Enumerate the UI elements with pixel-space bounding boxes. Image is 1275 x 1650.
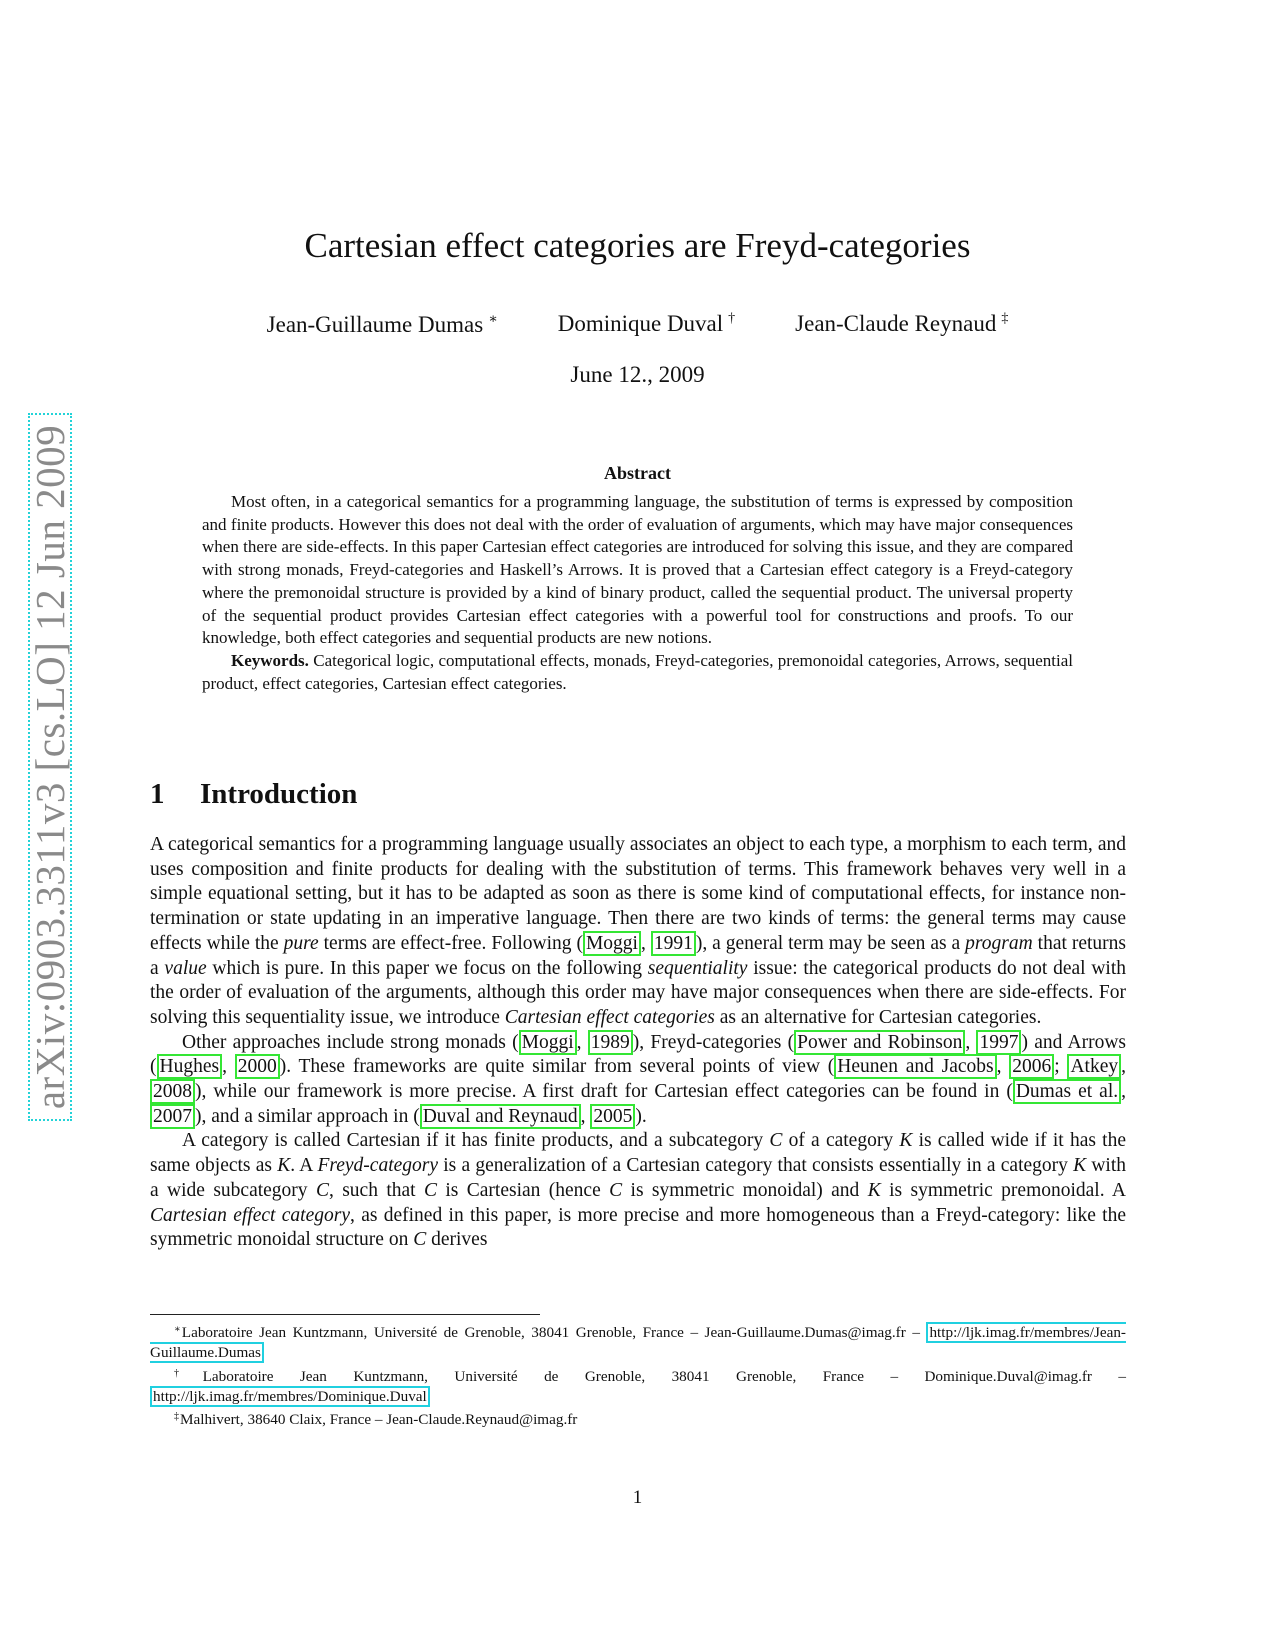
keywords-text: Categorical logic, computational effects, monads, Freyd-categories, premonoidal categories, Arrows, sequential product, effect categories, Cartesian effect categories. [202,650,1074,693]
page-number: 1 [632,1487,643,1508]
author-footnote-mark[interactable]: ∗ [488,312,498,327]
arxiv-stamp-text: arXiv:0903.3311v3 [cs.LO] 12 Jun 2009 [27,424,74,1110]
keywords [202,650,1073,695]
intro-body [150,833,1126,1253]
author [267,311,498,338]
author [558,311,735,338]
author-footnote-mark[interactable]: ‡ [1001,311,1009,326]
url-link[interactable]: http://ljk.imag.fr/membres/Jean-Guillaume.Dumas [150,1324,1126,1362]
author-name: Jean-Claude Reynaud [795,311,997,336]
section-title: Introduction [200,778,358,810]
author-name: Jean-Guillaume Dumas [266,312,484,337]
abstract [202,491,1073,695]
footnote-rule [150,1314,540,1315]
citation-link[interactable]: Dumas et al. [1013,1079,1121,1104]
keywords-label: Keywords. [231,650,309,670]
citation-link[interactable]: Duval and Reynaud [420,1104,581,1129]
abstract-heading: Abstract [604,463,671,483]
section-heading [150,778,357,811]
citation-link[interactable]: 1989 [588,1030,633,1055]
arxiv-stamp[interactable] [28,413,72,1121]
citation-link[interactable]: Atkey [1067,1054,1121,1079]
author-list [0,311,1275,338]
author-footnote-mark[interactable]: † [728,311,736,326]
footnote: ∗Laboratoire Jean Kuntzmann, Université de Grenoble, 38041 Grenoble, France – Jean-Guillaume.Dumas@imag.fr – http://ljk.imag.fr/membres/Jean-Guillaume.Dumas [150,1324,1126,1362]
citation-link[interactable]: 2006 [1009,1054,1054,1079]
paragraph: Other approaches include strong monads ( Moggi , 1989 ), Freyd-categories ( Power and Robinson , 1997 ) and Arrows ( Hughes , 2000 ). These frameworks are quite similar from several points of view ( Heunen and Jacobs , 2006 ; Atkey , 2008 ), while our framework is more precise. A first draft for Cartesian effect categories can be found in ( Dumas et al. , 2007 ), and a similar approach in ( Duval and Reynaud , 2005 ). [150,1031,1127,1127]
paragraph: A categorical semantics for a programming language usually associates an object to each type, a morphism to each term, and uses composition and finite products for dealing with the substitution of terms. This framework behaves very well in a simple equational setting, but it has to be adapted as soon as there is some kind of computational effects, for instance non-termination or state updating in an imperative language. Then there are two kinds of terms: the general terms may cause effects while the pure terms are effect-free. Following ( Moggi , 1991 ), a general term may be seen as a program that returns a value which is pure. In this paper we focus on the following sequentiality issue: the categorical products do not deal with the order of evaluation of the arguments, although this order may have major consequences when there are side-effects. For solving this sequentiality issue, we introduce Cartesian effect categories as an alternative for Cartesian categories. [150,834,1126,1028]
paragraph: A category is called Cartesian if it has finite products, and a subcategory C of a category K is called wide if it has the same objects as K. A Freyd-category is a generalization of a Cartesian category that consists essentially in a category K with a wide subcategory C, such that C is Cartesian (hence C is symmetric monoidal) and K is symmetric premonoidal. A Cartesian effect category, as defined in this paper, is more precise and more homogeneous than a Freyd-category: like the symmetric monoidal structure on C derives [150,1130,1127,1251]
paper-date: June 12., 2009 [570,362,705,387]
section-number: 1 [150,778,165,810]
citation-link[interactable]: Moggi [583,931,641,956]
citation-link[interactable]: 2005 [590,1104,635,1129]
citation-link[interactable]: 2007 [150,1104,195,1129]
citation-link[interactable]: Hughes [157,1054,223,1079]
abstract-text: Most often, in a categorical semantics for a programming language, the substitution of terms is expressed by composition and finite products. However this does not deal with the order of evaluation of arguments, which may have major consequences when there are side-effects. In this paper Cartesian effect categories are introduced for solving this issue, and they are compared with strong monads, Freyd-categories and Haskell’s Arrows. It is proved that a Cartesian effect category is a Freyd-category where the premonoidal structure is provided by a kind of binary product, called the sequential product. The universal property of the sequential product provides Cartesian effect categories with a powerful tool for constructions and proofs. To our knowledge, both effect categories and sequential products are new notions. [202,492,1073,648]
citation-link[interactable]: Moggi [519,1030,577,1055]
citation-link[interactable]: 2008 [150,1079,195,1104]
citation-link[interactable]: Power and Robinson [794,1030,965,1055]
footnotes [150,1320,1126,1430]
url-link[interactable]: http://ljk.imag.fr/membres/Dominique.Duval [150,1386,430,1407]
paper-title: Cartesian effect categories are Freyd-categories [304,226,971,265]
citation-link[interactable]: Heunen and Jacobs [834,1054,996,1079]
citation-link[interactable]: 1991 [651,931,696,956]
footnote: ‡Malhivert, 38640 Claix, France – Jean-Claude.Reynaud@imag.fr [174,1411,578,1429]
author [795,311,1008,338]
citation-link[interactable]: 2000 [235,1054,280,1079]
author-name: Dominique Duval [557,311,724,336]
footnote: †Laboratoire Jean Kuntzmann, Université de Grenoble, 38041 Grenoble, France – Dominique.Duval@imag.fr – http://ljk.imag.fr/membres/Dominique.Duval [150,1364,1126,1408]
citation-link[interactable]: 1997 [976,1030,1021,1055]
